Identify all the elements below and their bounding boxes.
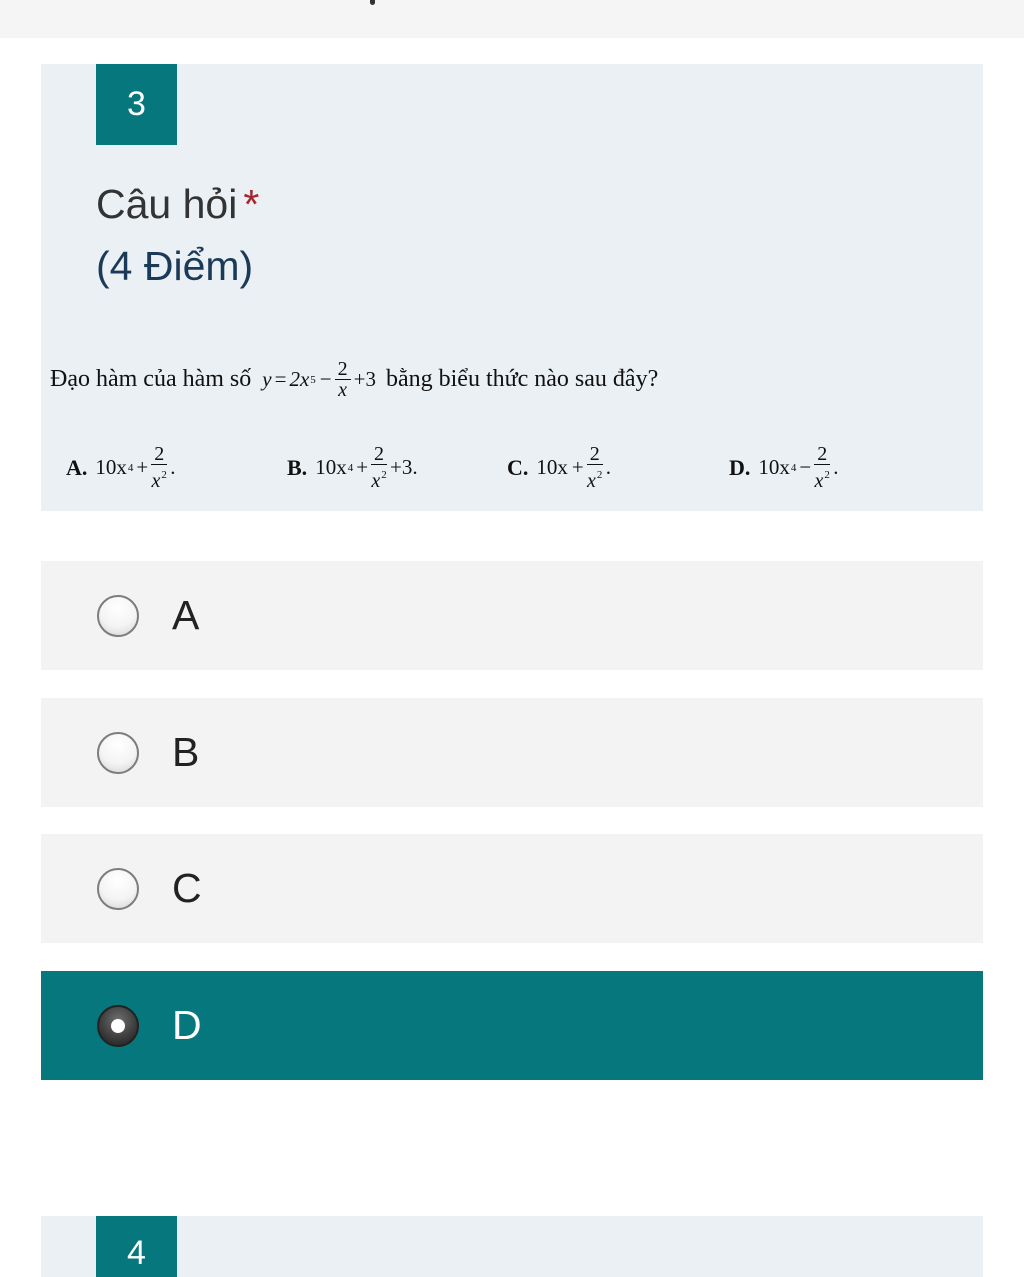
option-formula	[536, 444, 611, 491]
option-c	[507, 444, 611, 491]
formula-tail: +3	[353, 367, 376, 391]
option-base: 10x	[315, 455, 347, 479]
next-question-card	[41, 1216, 983, 1277]
option-formula	[95, 444, 175, 491]
option-numerator: 2	[371, 444, 387, 465]
option-label: D.	[729, 454, 751, 480]
choice-d[interactable]	[41, 971, 983, 1080]
option-formula	[758, 444, 838, 491]
option-fraction	[814, 444, 830, 491]
option-a	[66, 444, 175, 491]
choice-label: C	[172, 865, 202, 911]
question-title-text: Câu hỏi	[96, 181, 238, 227]
option-den-var: x	[587, 470, 596, 492]
option-formula	[315, 444, 417, 491]
option-fraction	[371, 444, 387, 491]
option-den-exp: 2	[596, 469, 603, 481]
radio-button[interactable]	[97, 595, 139, 637]
option-sign: +	[136, 455, 149, 479]
option-numerator: 2	[814, 444, 830, 465]
choice-b[interactable]	[41, 698, 983, 807]
question-prompt	[50, 359, 658, 400]
option-tail: .	[170, 455, 176, 479]
option-denominator	[815, 465, 830, 491]
option-exp: 4	[790, 461, 797, 474]
choice-label: B	[172, 729, 200, 775]
option-denominator	[371, 465, 386, 491]
option-fraction	[587, 444, 603, 491]
option-exp: 4	[347, 461, 354, 474]
question-title	[96, 180, 259, 228]
formula-eq: =	[274, 367, 287, 391]
formula-minus: −	[319, 367, 332, 391]
option-fraction	[151, 444, 167, 491]
option-den-exp: 2	[824, 469, 830, 481]
question-number	[96, 1216, 177, 1277]
prompt-text-before: Đạo hàm của hàm số	[50, 366, 252, 392]
option-denominator	[587, 465, 602, 491]
option-den-exp: 2	[381, 469, 387, 481]
choice-c[interactable]	[41, 834, 983, 943]
top-indicator	[370, 0, 375, 5]
choice-label: D	[172, 1002, 202, 1048]
question-number-text: 4	[127, 1234, 146, 1272]
formula-lhs: y	[262, 367, 272, 391]
option-sign: +	[356, 455, 369, 479]
option-den-exp: 2	[161, 469, 167, 481]
option-numerator: 2	[151, 444, 167, 465]
option-exp: 4	[127, 461, 134, 474]
option-den-var: x	[151, 470, 161, 492]
question-number: 3	[96, 64, 177, 145]
prompt-formula	[262, 359, 376, 400]
option-den-var: x	[814, 470, 824, 492]
option-sign: +	[571, 455, 584, 479]
option-sign: −	[799, 455, 812, 479]
option-label: C.	[507, 454, 529, 480]
option-base: 10x	[758, 455, 790, 479]
fraction-denominator: x	[338, 379, 348, 401]
required-marker: *	[243, 181, 260, 227]
choice-a[interactable]	[41, 561, 983, 670]
option-tail: .	[833, 455, 839, 479]
option-d	[729, 444, 838, 491]
option-label: B.	[287, 454, 308, 480]
option-den-var: x	[371, 470, 381, 492]
option-denominator	[152, 465, 167, 491]
option-tail: +3.	[390, 455, 418, 479]
question-card	[41, 64, 983, 511]
top-bar	[0, 0, 1024, 38]
option-label: A.	[66, 454, 88, 480]
prompt-text-after: bằng biểu thức nào sau đây?	[385, 366, 659, 392]
formula-coef: 2x	[289, 367, 310, 391]
option-base: 10x	[95, 455, 127, 479]
radio-button-selected[interactable]	[97, 1005, 139, 1047]
option-base: 10x	[536, 455, 568, 479]
formula-fraction	[335, 359, 351, 400]
option-numerator: 2	[587, 444, 603, 465]
option-b	[287, 444, 418, 491]
choice-label: A	[172, 592, 200, 638]
radio-button[interactable]	[97, 868, 139, 910]
option-tail: .	[605, 455, 611, 479]
formula-exp: 5	[310, 373, 316, 386]
radio-button[interactable]	[97, 732, 139, 774]
question-points: (4 Điểm)	[96, 243, 254, 289]
fraction-numerator: 2	[335, 359, 351, 380]
